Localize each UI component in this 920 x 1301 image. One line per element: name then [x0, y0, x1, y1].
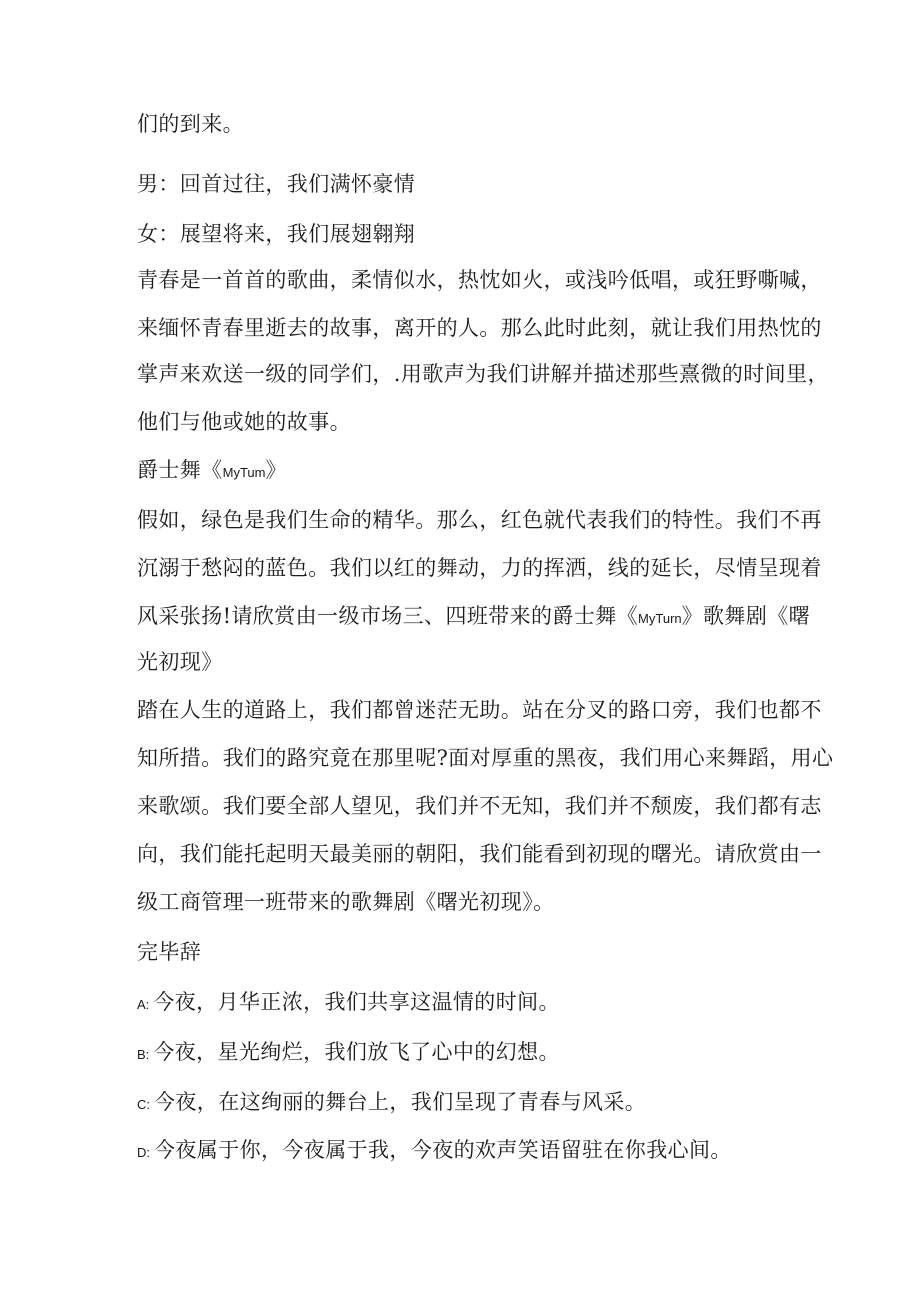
speaker-label: D:	[137, 1145, 150, 1160]
title-latin: MyTurn	[638, 611, 682, 626]
paragraph-line: 来歌颂。我们要全部人望见，我们并不无知，我们并不颓废，我们都有志	[137, 794, 822, 818]
heading-text: 》	[265, 458, 287, 482]
heading-title-latin: MyTum	[222, 465, 266, 480]
paragraph-line: 踏在人生的道路上，我们都曾迷茫无助。站在分叉的路口旁，我们也都不	[137, 698, 822, 722]
paragraph-line: 假如，绿色是我们生命的精华。那么，红色就代表我们的特性。我们不再	[137, 508, 822, 532]
dialogue-line-female: 女：展望将来，我们展翅翱翔	[137, 222, 416, 246]
speaker-label: A:	[137, 997, 150, 1012]
closing-line-c	[137, 1090, 646, 1117]
paragraph-line: 来缅怀青春里逝去的故事，离开的人。那么此时此刻，就让我们用热忱的	[137, 316, 822, 340]
speaker-label: C:	[137, 1097, 150, 1112]
paragraph-line: 们的到来。	[137, 112, 244, 136]
closing-text: 今夜，星光绚烂，我们放飞了心中的幻想。	[153, 1040, 560, 1064]
heading-text: 爵士舞《	[137, 458, 223, 482]
paragraph-line: 光初现》	[137, 650, 223, 674]
paragraph-line: 知所措。我们的路究竟在那里呢?面对厚重的黑夜，我们用心来舞蹈，用心	[137, 746, 834, 770]
paragraph-line: 掌声来欢送一级的同学们，.用歌声为我们讲解并描述那些熹微的时间里，	[137, 362, 829, 386]
dialogue-line-male: 男：回首过往，我们满怀豪情	[137, 172, 416, 196]
closing-text: 今夜，在这绚丽的舞台上，我们呈现了青春与风采。	[154, 1090, 647, 1114]
paragraph-line: 青春是一首首的歌曲，柔情似水，热忱如火，或浅吟低唱，或狂野嘶喊，	[137, 268, 822, 292]
paragraph-line: 沉溺于愁闷的蓝色。我们以红的舞动，力的挥洒，线的延长，尽情呈现着	[137, 556, 822, 580]
closing-line-a	[137, 990, 560, 1017]
section-heading: 完毕辞	[137, 940, 202, 964]
closing-line-b	[137, 1040, 560, 1067]
closing-line-d	[137, 1138, 732, 1165]
section-heading	[137, 458, 287, 485]
closing-text: 今夜属于你，今夜属于我，今夜的欢声笑语留驻在你我心间。	[154, 1138, 732, 1162]
paragraph-line	[137, 604, 810, 631]
text-segment: 风采张扬!请欣赏由一级市场三、四班带来的爵士舞《	[137, 604, 639, 628]
paragraph-line: 他们与他或她的故事。	[137, 410, 351, 434]
paragraph-line: 级工商管理一班带来的歌舞剧《曙光初现》。	[137, 890, 555, 914]
speaker-label: B:	[137, 1047, 150, 1062]
closing-text: 今夜，月华正浓，我们共享这温情的时间。	[153, 990, 560, 1014]
text-segment: 》歌舞剧《曙	[681, 604, 811, 628]
paragraph-line: 向，我们能托起明天最美丽的朝阳，我们能看到初现的曙光。请欣赏由一	[137, 842, 822, 866]
